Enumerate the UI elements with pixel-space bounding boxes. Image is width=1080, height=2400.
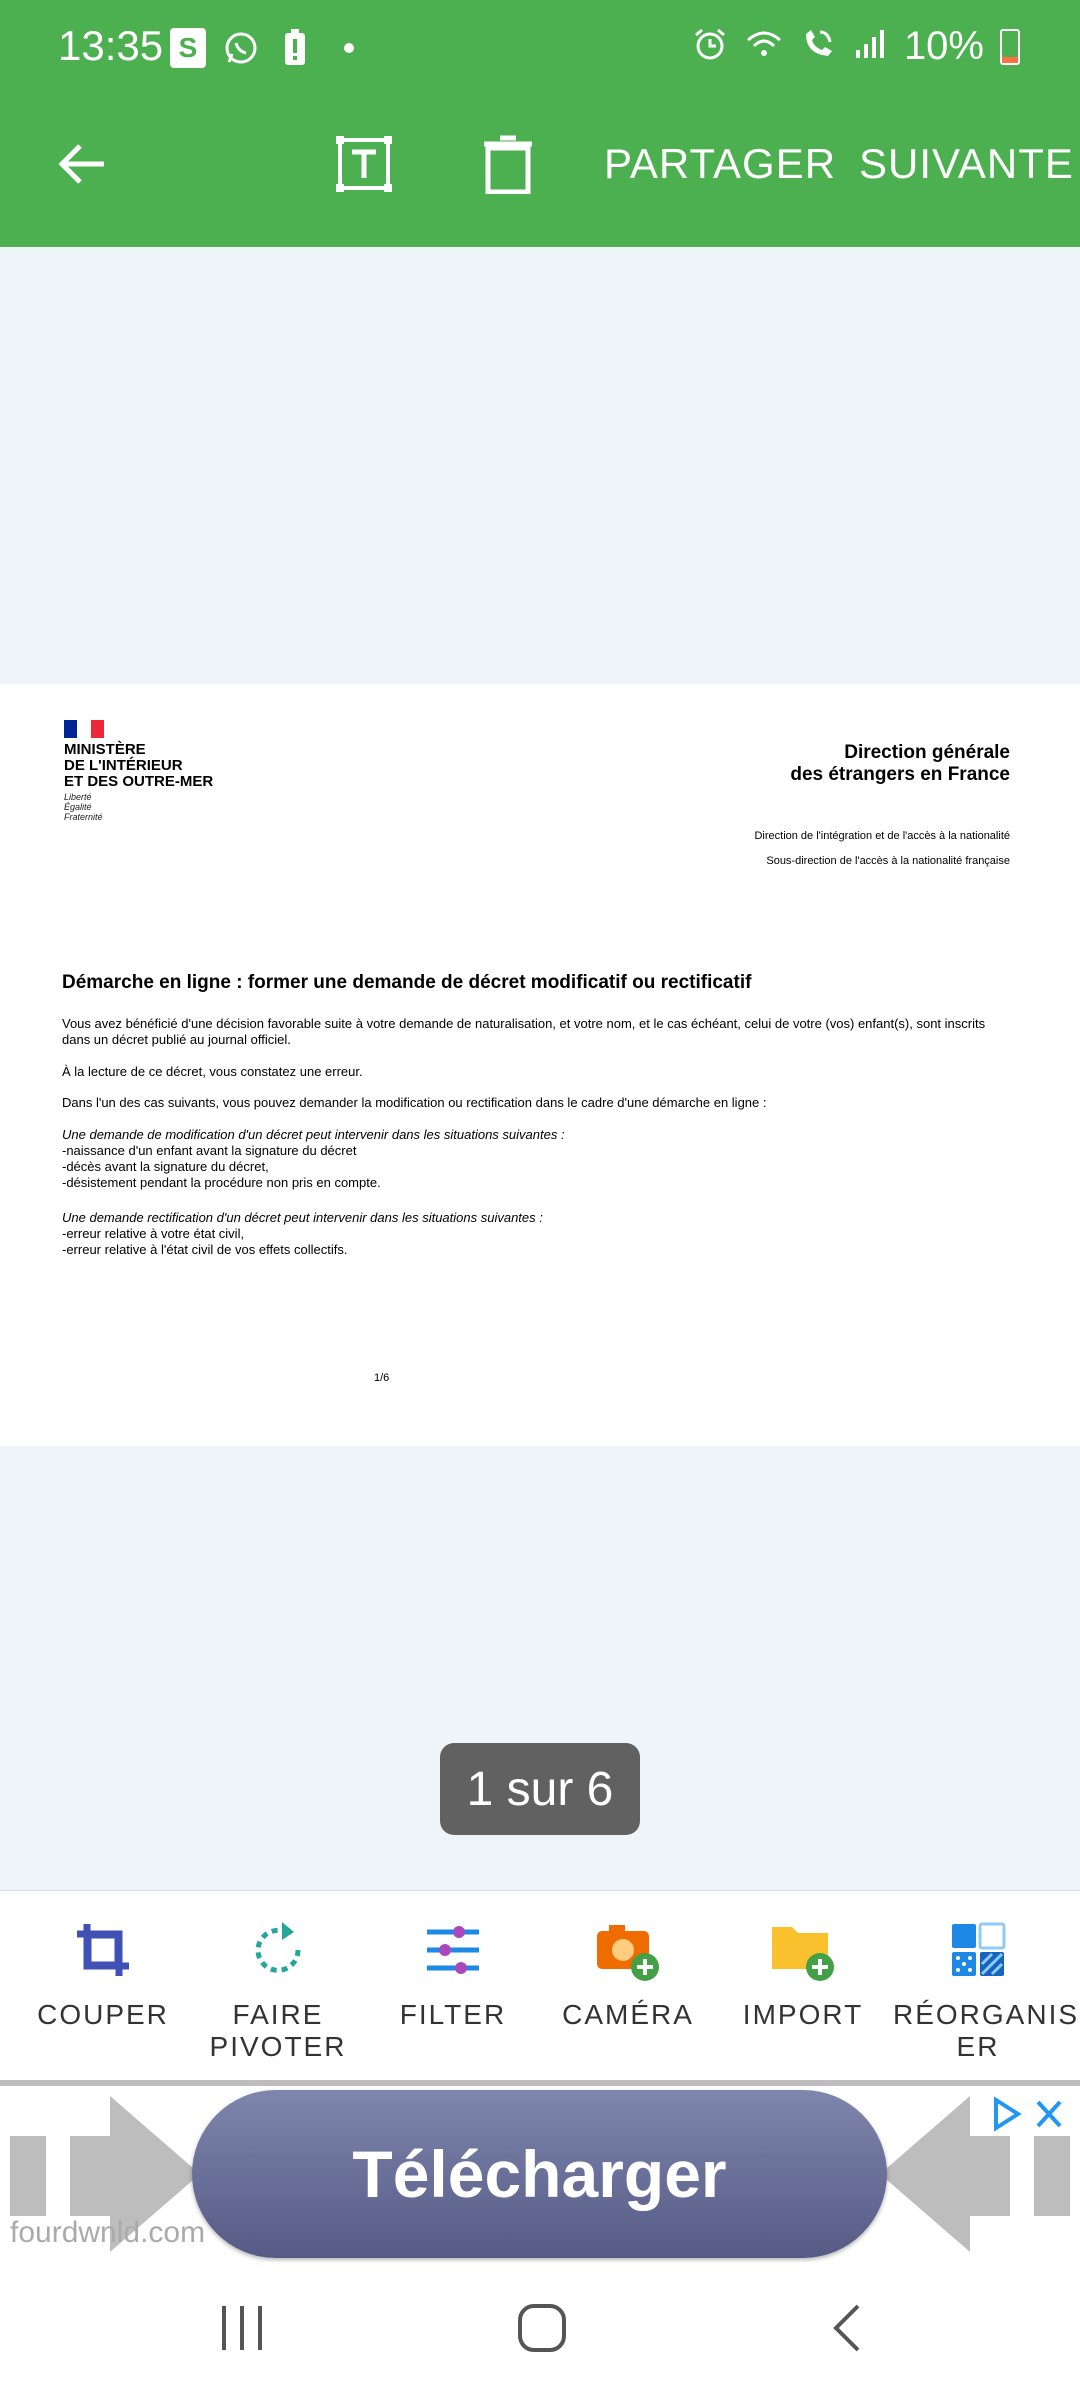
camera-add-icon [593, 1915, 663, 1985]
recent-apps-icon[interactable] [218, 2302, 268, 2359]
filter-button[interactable] [368, 1915, 538, 2031]
ad-watermark: fourdwnld.com [10, 2216, 206, 2249]
rectification-item-2: -erreur relative à l'état civil de vos effets collectifs. [62, 1242, 348, 1257]
crop-label: COUPER [37, 1999, 169, 2030]
document-paragraph-1: Vous avez bénéficié d'une décision favorable suite à votre demande de naturalisation, et votre nom, et le cas échéant, celui de votre (vos) enfant(s), sont inscrits dans un décret publié au journal officiel. [62, 1016, 986, 1047]
direction-heading: Direction générale des étrangers en France [790, 742, 1010, 785]
reorganize-grid-icon [943, 1915, 1013, 1985]
status-left-icons [170, 28, 368, 68]
home-icon[interactable] [516, 2302, 568, 2359]
import-button[interactable] [718, 1915, 888, 2031]
french-flag-logo [64, 720, 104, 738]
rotate-label: FAIRE PIVOTER [209, 1999, 347, 2062]
ad-download-button[interactable]: Télécharger [192, 2090, 887, 2258]
camera-label: CAMÉRA [562, 1999, 694, 2030]
modification-item-1: -naissance d'un enfant avant la signature du décret [62, 1143, 357, 1158]
share-button[interactable]: PARTAGER [604, 140, 837, 187]
trash-icon[interactable] [476, 132, 540, 196]
next-button[interactable]: SUIVANTE [859, 140, 1074, 187]
filter-sliders-icon [418, 1915, 488, 1985]
subdirection-line-2: Sous-direction de l'accès à la nationalité française [766, 855, 1010, 867]
battery-icon [1000, 29, 1020, 65]
samsung-s-icon: S [170, 28, 206, 68]
alarm-icon [692, 26, 728, 67]
text-tool-icon[interactable] [332, 132, 396, 196]
page-indicator: 1 sur 6 [440, 1743, 640, 1835]
top-toolbar [0, 100, 1080, 247]
import-label: IMPORT [742, 1999, 864, 2030]
status-right-icons [692, 24, 1020, 69]
crop-icon [68, 1915, 138, 1985]
folder-add-icon [768, 1915, 838, 1985]
battery-percent: 10% [903, 24, 984, 68]
rotate-button[interactable] [193, 1915, 363, 2063]
document-page-number: 1/6 [374, 1372, 390, 1384]
app-bar [0, 0, 1080, 247]
document-title: Démarche en ligne : former une demande de décret modificatif ou rectificatif [62, 972, 752, 993]
crop-button[interactable] [18, 1915, 188, 2031]
camera-button[interactable] [543, 1915, 713, 2031]
back-arrow-icon[interactable] [50, 132, 114, 196]
nav-back-icon[interactable] [826, 2302, 866, 2359]
wifi-call-icon [800, 26, 836, 67]
ad-close-icon[interactable] [988, 2094, 1068, 2142]
status-time: 13:35 [58, 22, 164, 69]
reorganize-label: RÉORGANIS ER [893, 1999, 1080, 2062]
bottom-toolbar [0, 1890, 1080, 2081]
ad-banner[interactable] [0, 2086, 1080, 2262]
filter-label: FILTER [399, 1999, 507, 2030]
rectification-heading: Une demande rectification d'un décret peut intervenir dans les situations suivantes : [62, 1210, 543, 1225]
document-paragraph-3: Dans l'un des cas suivants, vous pouvez demander la modification ou rectification dans le cadre d'une démarche en ligne : [62, 1095, 767, 1110]
document-paragraph-2: À la lecture de ce décret, vous constatez une erreur. [62, 1064, 363, 1079]
wifi-icon [744, 26, 784, 67]
ministry-motto: Liberté Égalité Fraternité [64, 792, 103, 822]
ministry-logo-text: MINISTÈRE DE L'INTÉRIEUR ET DES OUTRE-MER [64, 741, 214, 790]
whatsapp-icon [222, 29, 260, 67]
battery-alert-icon [276, 29, 314, 67]
dot-icon [330, 29, 368, 67]
status-bar [0, 0, 1080, 100]
modification-heading: Une demande de modification d'un décret peut intervenir dans les situations suivantes : [62, 1127, 565, 1142]
reorganize-button[interactable] [893, 1915, 1080, 2063]
subdirection-line-1: Direction de l'intégration et de l'accès à la nationalité [754, 830, 1010, 842]
signal-icon [852, 26, 888, 67]
system-nav-bar [0, 2262, 1080, 2400]
modification-item-3: -désistement pendant la procédure non pris en compte. [62, 1175, 381, 1190]
rectification-item-1: -erreur relative à votre état civil, [62, 1226, 245, 1241]
modification-item-2: -décès avant la signature du décret, [62, 1159, 269, 1174]
rotate-icon [243, 1915, 313, 1985]
